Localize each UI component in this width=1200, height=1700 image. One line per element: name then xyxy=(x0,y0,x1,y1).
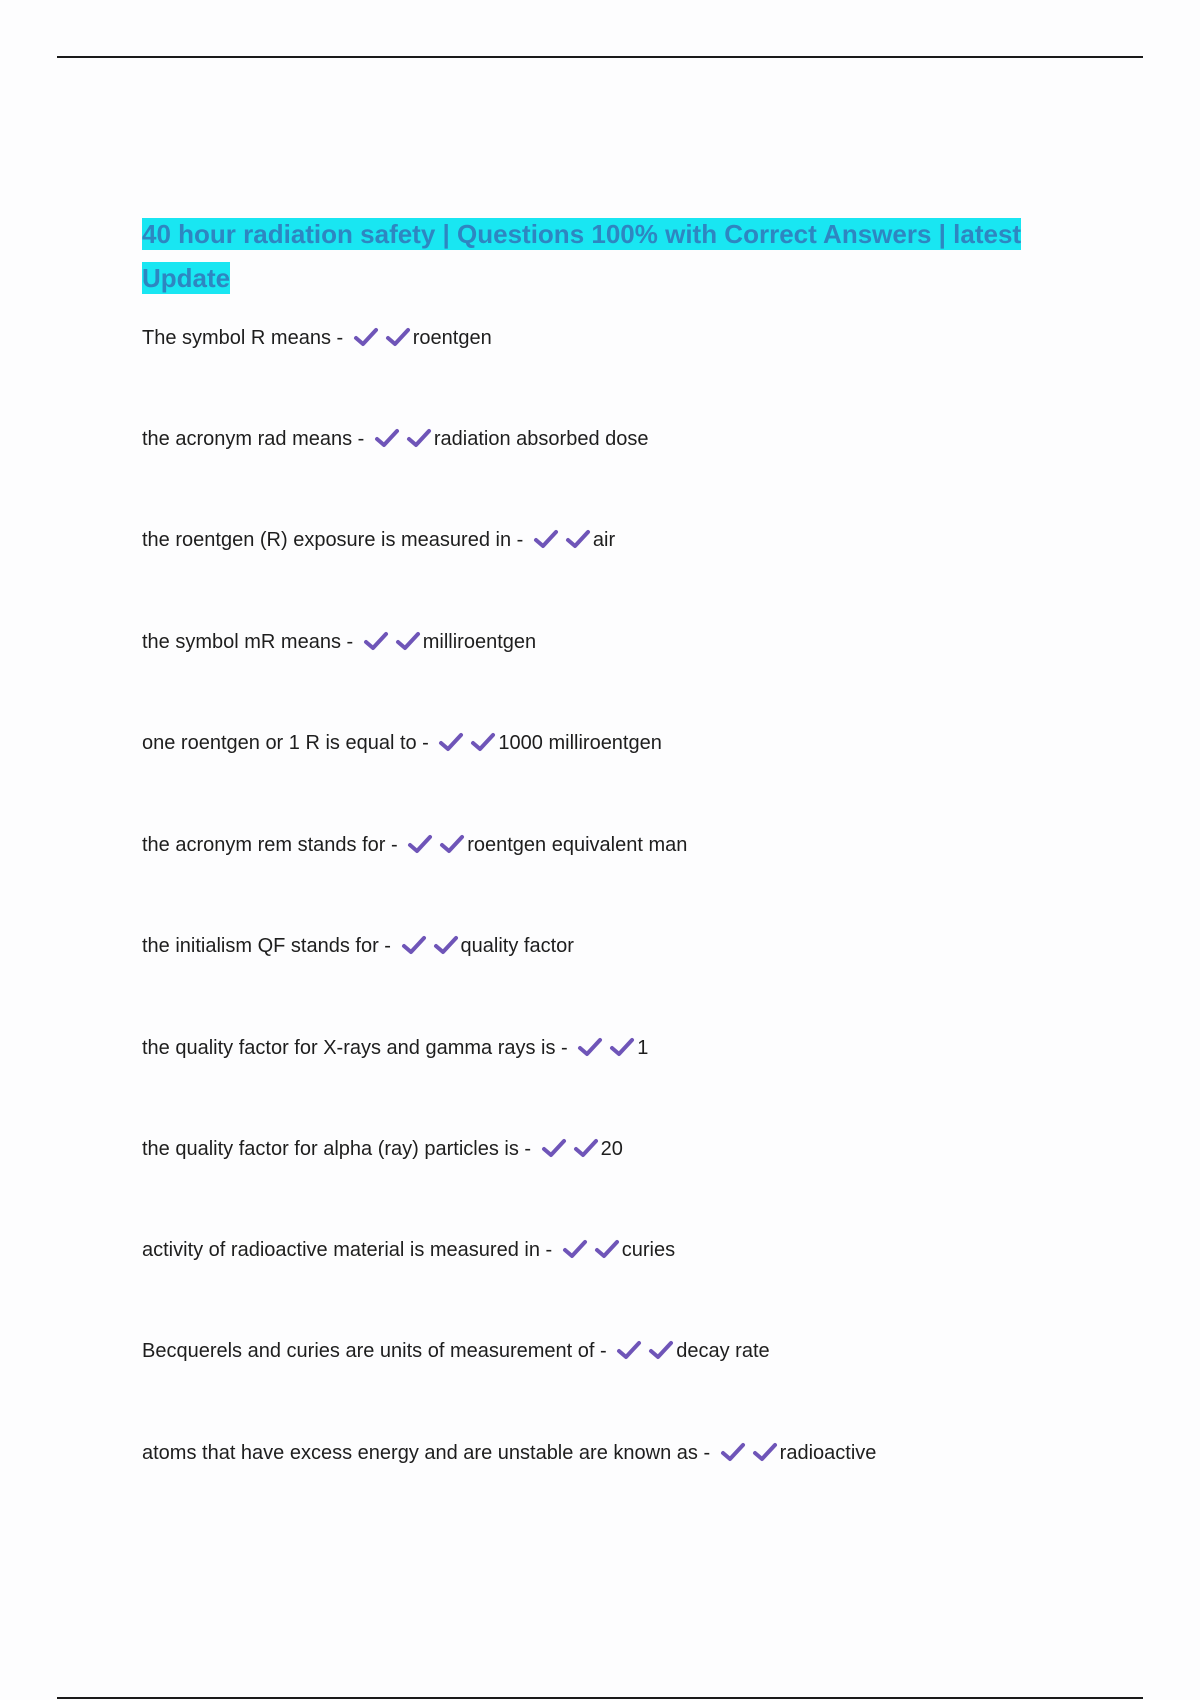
checkmark-icon xyxy=(363,630,389,652)
checkmark-icon xyxy=(541,1137,567,1159)
question-text: the roentgen (R) exposure is measured in - xyxy=(142,529,524,551)
checkmark-icon xyxy=(648,1339,674,1361)
question-text: Becquerels and curies are units of measurement of - xyxy=(142,1340,607,1362)
question-text: the acronym rad means - xyxy=(142,428,365,450)
checkmark-icon xyxy=(406,427,432,449)
checkmark-icon xyxy=(720,1441,746,1463)
document-title xyxy=(142,212,1042,300)
qa-item xyxy=(142,1136,623,1162)
checkmark-icon xyxy=(395,630,421,652)
answer-text: roentgen equivalent man xyxy=(467,834,688,856)
question-text: atoms that have excess energy and are unstable are known as - xyxy=(142,1442,711,1464)
footer-rule xyxy=(57,1697,1143,1699)
answer-text: air xyxy=(592,529,616,551)
qa-item xyxy=(142,527,615,553)
qa-item xyxy=(142,933,574,959)
answer-text: 1000 milliroentgen xyxy=(498,732,662,754)
question-text: the initialism QF stands for - xyxy=(142,935,391,957)
checkmark-icon xyxy=(401,934,427,956)
document-title-text: 40 hour radiation safety | Questions 100% with Correct Answers | latest Update xyxy=(142,219,1022,293)
answer-text: radiation absorbed dose xyxy=(433,428,649,450)
answer-text: radioactive xyxy=(779,1442,877,1464)
question-text: the quality factor for alpha (ray) particles is - xyxy=(142,1138,532,1160)
checkmark-icon xyxy=(407,833,433,855)
checkmark-icon xyxy=(533,528,559,550)
qa-item xyxy=(142,832,687,858)
question-text: one roentgen or 1 R is equal to - xyxy=(142,732,429,754)
checkmark-icon xyxy=(385,326,411,348)
question-text: The symbol R means - xyxy=(142,327,344,349)
checkmark-icon xyxy=(438,731,464,753)
answer-text: roentgen xyxy=(412,327,492,349)
checkmark-icon xyxy=(439,833,465,855)
qa-item xyxy=(142,730,662,756)
checkmark-icon xyxy=(594,1238,620,1260)
qa-item xyxy=(142,426,649,452)
checkmark-icon xyxy=(573,1137,599,1159)
question-text: the acronym rem stands for - xyxy=(142,834,398,856)
answer-text: decay rate xyxy=(676,1340,770,1362)
question-text: the symbol mR means - xyxy=(142,631,354,653)
checkmark-icon xyxy=(616,1339,642,1361)
checkmark-icon xyxy=(752,1441,778,1463)
checkmark-icon xyxy=(374,427,400,449)
qa-item xyxy=(142,325,492,351)
qa-item xyxy=(142,1338,770,1364)
answer-text: 1 xyxy=(637,1037,649,1059)
answer-text: curies xyxy=(621,1239,676,1261)
qa-item xyxy=(142,1237,675,1263)
answer-text: quality factor xyxy=(460,935,574,957)
checkmark-icon xyxy=(565,528,591,550)
qa-item xyxy=(142,629,536,655)
checkmark-icon xyxy=(562,1238,588,1260)
checkmark-icon xyxy=(577,1036,603,1058)
checkmark-icon xyxy=(470,731,496,753)
checkmark-icon xyxy=(433,934,459,956)
checkmark-icon xyxy=(353,326,379,348)
question-text: activity of radioactive material is measured in - xyxy=(142,1239,553,1261)
answer-text: 20 xyxy=(600,1138,623,1160)
checkmark-icon xyxy=(609,1036,635,1058)
qa-item xyxy=(142,1440,876,1466)
header-rule xyxy=(57,56,1143,58)
answer-text: milliroentgen xyxy=(422,631,537,653)
qa-item xyxy=(142,1035,648,1061)
question-text: the quality factor for X-rays and gamma rays is - xyxy=(142,1037,568,1059)
